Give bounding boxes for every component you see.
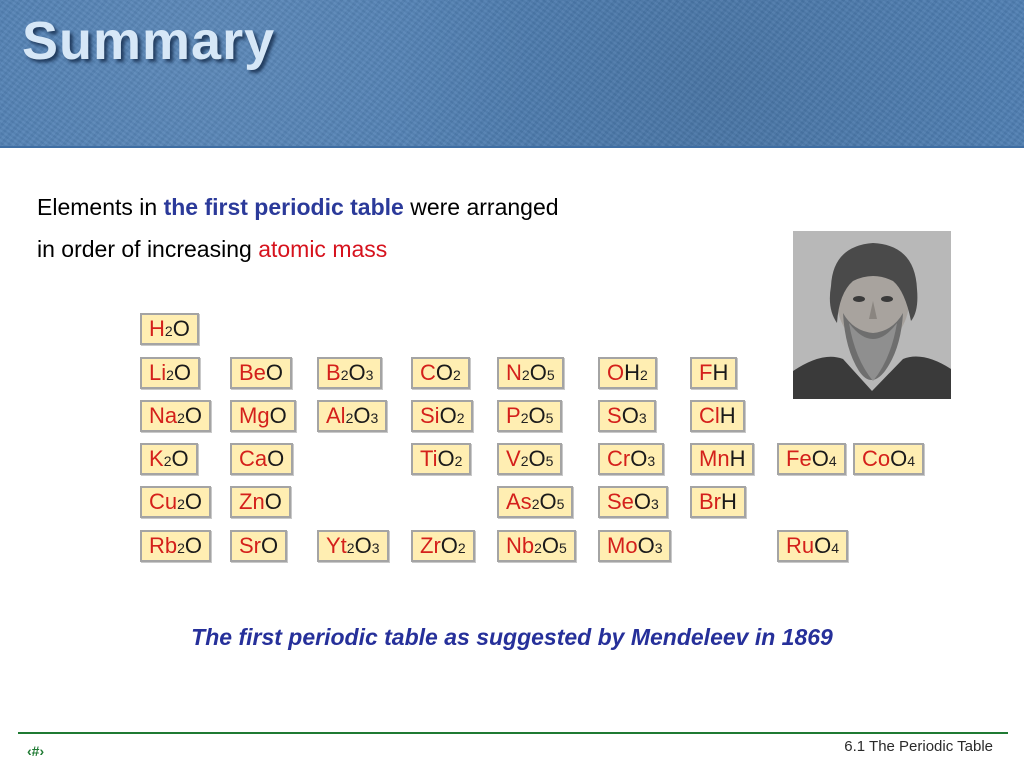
subscript: 2 — [531, 496, 540, 512]
element-symbol: Be — [239, 360, 266, 385]
element-symbol: Si — [420, 403, 440, 428]
formula-part: H — [729, 446, 746, 471]
formula-cell — [598, 400, 656, 432]
subscript: 2 — [346, 540, 355, 556]
formula-part: O — [184, 403, 203, 428]
footer-section-title: 6.1 The Periodic Table — [844, 738, 993, 755]
formula-cell — [411, 357, 470, 389]
title-banner — [0, 0, 1024, 148]
subscript: 4 — [828, 453, 837, 469]
subscript: 2 — [454, 453, 463, 469]
element-symbol: Na — [149, 403, 178, 428]
formula-part: O — [630, 446, 648, 471]
subscript: 3 — [371, 540, 380, 556]
formula-part: O — [184, 489, 203, 514]
intro-line2-pre: in order of increasing — [37, 236, 259, 262]
formula-cell — [230, 400, 296, 432]
element-symbol: C — [420, 360, 436, 385]
element-symbol: Li — [149, 360, 167, 385]
formula-part: H — [624, 360, 641, 385]
formula-part: O — [528, 446, 546, 471]
element-symbol: Co — [862, 446, 891, 471]
formula-part: O — [435, 360, 454, 385]
formula-part: H — [712, 360, 729, 385]
formula-cell — [690, 400, 745, 432]
formula-cell — [230, 486, 291, 518]
formula-cell — [317, 530, 389, 562]
intro-line1-post: were arranged — [403, 194, 559, 220]
formula-cell — [598, 443, 664, 475]
formula-part: O — [348, 360, 366, 385]
formula-part: O — [541, 533, 560, 558]
element-symbol: K — [149, 446, 164, 471]
formula-part: O — [353, 403, 371, 428]
subscript: 5 — [556, 496, 565, 512]
subscript: 2 — [345, 410, 354, 426]
formula-cell — [140, 486, 211, 518]
subscript: 5 — [559, 540, 567, 556]
formula-cell — [140, 400, 211, 432]
intro-line-1 — [37, 186, 737, 228]
formula-part: O — [437, 446, 455, 471]
formula-cell — [598, 357, 657, 389]
element-symbol: As — [506, 489, 532, 514]
subscript: 2 — [453, 367, 461, 383]
element-symbol: Cu — [149, 489, 178, 514]
element-symbol: O — [607, 360, 625, 385]
intro-line1-pre: Elements in — [37, 194, 164, 220]
formula-part: H — [719, 403, 736, 428]
subscript: 3 — [647, 453, 656, 469]
formula-part: O — [814, 533, 832, 558]
element-symbol: Fe — [786, 446, 812, 471]
element-symbol: F — [699, 360, 713, 385]
subscript: 3 — [365, 367, 374, 383]
formula-cell — [230, 443, 293, 475]
subscript: 3 — [651, 496, 659, 512]
subscript: 2 — [534, 540, 542, 556]
subscript: 4 — [907, 453, 916, 469]
element-symbol: Br — [699, 489, 721, 514]
formula-part: O — [354, 533, 372, 558]
element-symbol: Al — [326, 403, 346, 428]
formula-part: O — [261, 533, 279, 558]
formula-cell — [497, 530, 576, 562]
formula-cell — [317, 400, 387, 432]
subscript: 2 — [520, 453, 529, 469]
formula-cell — [598, 530, 671, 562]
formula-part: O — [811, 446, 829, 471]
element-symbol: Nb — [506, 533, 535, 558]
subscript: 2 — [340, 367, 349, 383]
formula-cell — [497, 486, 573, 518]
subscript: 2 — [640, 367, 648, 383]
subscript: 5 — [545, 410, 554, 426]
formula-cell — [140, 313, 199, 345]
element-symbol: Se — [607, 489, 634, 514]
formula-part: O — [890, 446, 908, 471]
subscript: 2 — [520, 410, 529, 426]
element-symbol: Ru — [786, 533, 815, 558]
element-symbol: S — [607, 403, 622, 428]
formula-cell — [497, 400, 562, 432]
formula-cell — [690, 486, 746, 518]
formula-cell — [690, 443, 754, 475]
formula-part: O — [633, 489, 652, 514]
intro-highlight-first-table: the first periodic table — [163, 194, 404, 220]
formula-part: O — [621, 403, 639, 428]
subscript: 5 — [546, 367, 555, 383]
formula-part: O — [267, 446, 285, 471]
subscript: 3 — [654, 540, 663, 556]
portrait-drawing — [793, 231, 951, 399]
formula-cell — [140, 530, 211, 562]
element-symbol: Mo — [607, 533, 638, 558]
formula-part: H — [721, 489, 737, 514]
subscript: 2 — [456, 410, 465, 426]
formula-part: O — [539, 489, 557, 514]
formula-part: O — [173, 360, 192, 385]
subscript: 2 — [177, 540, 185, 556]
element-symbol: V — [506, 446, 521, 471]
subscript: 2 — [457, 540, 466, 556]
element-symbol: Ca — [239, 446, 268, 471]
formula-cell — [777, 530, 848, 562]
element-symbol: Zn — [239, 489, 265, 514]
formula-cell — [497, 357, 564, 389]
element-symbol: Mn — [699, 446, 730, 471]
formula-cell — [230, 357, 292, 389]
footer-divider — [18, 732, 1008, 734]
formula-cell — [853, 443, 924, 475]
element-symbol: N — [506, 360, 522, 385]
subscript: 5 — [545, 453, 554, 469]
element-symbol: Yt — [326, 533, 347, 558]
formula-cell — [411, 443, 471, 475]
formula-cell — [777, 443, 846, 475]
slide-title: Summary — [22, 11, 276, 71]
formula-cell — [140, 443, 198, 475]
formula-part: O — [440, 533, 458, 558]
intro-text — [37, 186, 737, 270]
formula-part: O — [529, 360, 547, 385]
formula-cell — [411, 530, 475, 562]
subscript: 2 — [177, 496, 185, 512]
subscript: 3 — [638, 410, 647, 426]
formula-part: O — [637, 533, 655, 558]
formula-cell — [230, 530, 287, 562]
element-symbol: Ti — [420, 446, 438, 471]
formula-part: O — [172, 316, 190, 341]
element-symbol: Cl — [699, 403, 720, 428]
formula-cell — [140, 357, 200, 389]
element-symbol: Rb — [149, 533, 178, 558]
subscript: 3 — [370, 410, 379, 426]
formula-cell — [317, 357, 382, 389]
intro-highlight-atomic-mass: atomic mass — [258, 236, 388, 262]
formula-cell — [598, 486, 668, 518]
formula-part: O — [264, 489, 282, 514]
formula-part: O — [171, 446, 189, 471]
subscript: 2 — [177, 410, 185, 426]
figure-caption: The first periodic table as suggested by Mendeleev in 1869 — [191, 624, 833, 650]
element-symbol: B — [326, 360, 341, 385]
element-symbol: Cr — [607, 446, 631, 471]
mendeleev-portrait — [793, 231, 951, 399]
element-symbol: Mg — [239, 403, 270, 428]
subscript: 2 — [521, 367, 530, 383]
formula-cell — [411, 400, 473, 432]
element-symbol: P — [506, 403, 521, 428]
element-symbol: Sr — [239, 533, 261, 558]
subscript: 2 — [164, 323, 173, 339]
formula-cell — [497, 443, 562, 475]
element-symbol: H — [149, 316, 165, 341]
formula-part: O — [269, 403, 287, 428]
formula-part: O — [184, 533, 203, 558]
subscript: 2 — [166, 367, 174, 383]
slide-number: ‹#› — [27, 743, 45, 759]
intro-line-2 — [37, 228, 737, 270]
subscript: 4 — [831, 540, 840, 556]
formula-cell — [690, 357, 737, 389]
formula-part: O — [439, 403, 457, 428]
subscript: 2 — [163, 453, 172, 469]
formula-part: O — [528, 403, 546, 428]
formula-part: O — [265, 360, 284, 385]
element-symbol: Zr — [420, 533, 441, 558]
